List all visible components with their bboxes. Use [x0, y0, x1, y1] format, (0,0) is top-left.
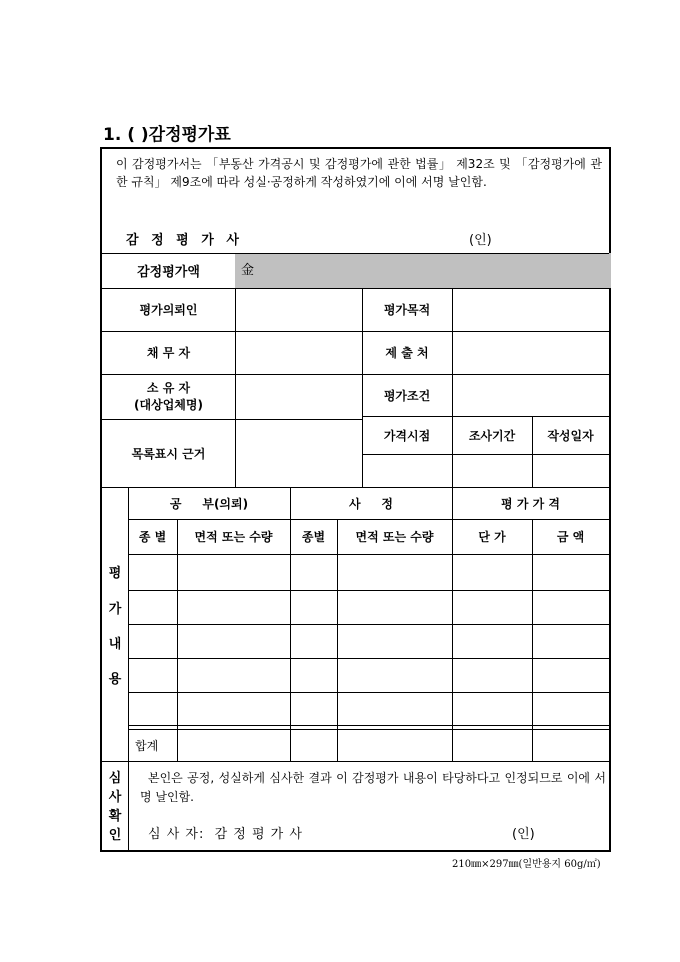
debtor-value[interactable]	[236, 332, 362, 374]
review-side-1: 심	[108, 770, 122, 786]
condition-value[interactable]	[453, 375, 609, 416]
owner-label-main: 소 유 자	[146, 380, 191, 395]
col-area2: 면적 또는 수량	[355, 530, 434, 544]
condition-label: 평가조건	[383, 388, 431, 403]
survey-period-label: 조사기간	[468, 428, 516, 443]
amount-value[interactable]: 金	[241, 263, 255, 278]
price-date-label: 가격시점	[383, 428, 431, 443]
amount-shade	[235, 253, 611, 288]
requester-value[interactable]	[236, 289, 362, 331]
owner-label	[102, 374, 235, 419]
requester-label: 평가의뢰인	[139, 303, 198, 317]
review-side-3: 확	[108, 808, 122, 824]
review-side-2: 사	[108, 789, 122, 805]
review-side-4: 인	[108, 827, 122, 843]
owner-label-sub: (대상업체명)	[134, 397, 203, 412]
written-date-label: 작성일자	[547, 428, 594, 443]
amount-label: 감정평가액	[137, 265, 200, 280]
basis-value[interactable]	[236, 420, 362, 487]
signer-seal-mark: (인)	[469, 233, 492, 248]
survey-period-value[interactable]	[453, 455, 532, 487]
price-date-value[interactable]	[363, 455, 452, 487]
debtor-label: 채 무 자	[146, 346, 191, 360]
group-actual: 사 정	[348, 496, 394, 511]
submit-to-value[interactable]	[453, 332, 609, 374]
reviewer-seal-mark: (인)	[512, 827, 535, 842]
group-price: 평 가 가 격	[501, 496, 560, 511]
purpose-value[interactable]	[453, 289, 609, 331]
written-date-value[interactable]	[533, 455, 609, 487]
review-statement: 본인은 공정, 성실하게 심사한 결과 이 감정평가 내용이 타당하다고 인정되므로 이에 서명 날인함.	[140, 771, 606, 804]
basis-label: 목록표시 근거	[131, 446, 206, 461]
col-amount: 금 액	[556, 530, 585, 544]
col-kind: 종 별	[138, 530, 167, 544]
col-area: 면적 또는 수량	[194, 530, 273, 544]
intro-statement: 이 감정평가서는 「부동산 가격공시 및 감정평가에 관한 법률」 제32조 및 「감정평가에 관한 규칙」 제9조에 따라 성실·공정하게 작성하였기에 이에 서명 날인함.	[116, 157, 602, 189]
signer-label: 감 정 평 가 사	[126, 233, 243, 248]
reviewer-label: 심 사 자: 감 정 평 가 사	[148, 827, 303, 842]
appraisal-form	[100, 147, 611, 852]
eval-side-4: 용	[108, 671, 122, 687]
eval-side-3: 내	[108, 636, 122, 652]
purpose-label: 평가목적	[383, 303, 431, 317]
eval-side-1: 평	[108, 565, 122, 581]
submit-to-label: 제 출 처	[385, 346, 429, 360]
paper-size-note: 210㎜×297㎜(일반용지 60g/㎡)	[452, 859, 601, 870]
col-kind2: 종별	[301, 530, 326, 544]
owner-value[interactable]	[236, 375, 362, 419]
eval-side-2: 가	[108, 601, 122, 617]
total-label: 합계	[135, 739, 159, 753]
col-unit: 단 가	[478, 530, 506, 544]
group-register: 공 부(의뢰)	[169, 496, 249, 511]
form-title: 1. ( )감정평가표	[103, 125, 231, 145]
